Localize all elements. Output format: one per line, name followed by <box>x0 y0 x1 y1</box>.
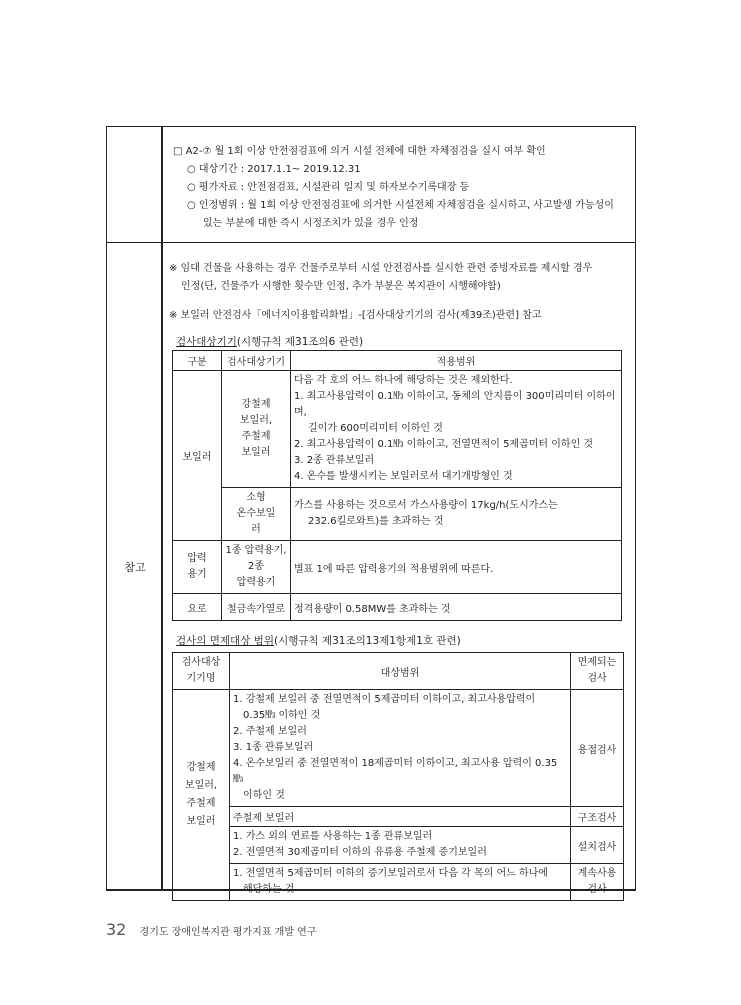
exemption-table <box>172 652 624 901</box>
category-line: 용기 <box>187 569 207 580</box>
scope-line: 232.6킬로와트)를 초과하는 것 <box>308 516 444 527</box>
criteria-item: ○ 인정범위 : 월 1회 이상 안전점검표에 의거한 시설전체 자체점검을 실시하고, 사고발생 가능성이 <box>187 200 614 211</box>
exempt-install: 설치검사 <box>571 827 624 864</box>
range-line: 1. 전열면적 5제곱미터 이하의 증기보일러로서 다음 각 목의 어느 하나에 <box>233 868 548 879</box>
criteria-item: ○ 평가자료 : 안전점검표, 시설관리 일지 및 하자보수기록대장 등 <box>187 182 470 193</box>
range-line: 3. 1종 관류보일러 <box>233 742 314 753</box>
col-header-exempt <box>571 653 624 690</box>
furnace-device: 철금속가열로 <box>222 594 291 621</box>
range-continued-use <box>230 864 571 901</box>
col-header-scope: 적용범위 <box>291 351 622 371</box>
scope-line: 2. 최고사용압력이 0.1㎫ 이하이고, 전열면적이 5제곱미터 이하인 것 <box>294 439 594 450</box>
scope-line: 가스를 사용하는 것으로서 가스사용량이 17kg/h(도시가스는 <box>294 500 558 511</box>
small-boiler-device <box>222 488 291 541</box>
criteria-block <box>173 143 627 233</box>
range-line: 해당하는 것 <box>243 884 295 895</box>
reference-label: 참고 <box>124 561 146 574</box>
furnace-category: 요로 <box>173 594 222 621</box>
range-install <box>230 827 571 864</box>
scope-line: 3. 2종 관류보일러 <box>294 455 375 466</box>
device-line: 온수보일 <box>236 508 276 519</box>
table1-caption-title: 검사대상기기 <box>176 336 237 348</box>
device-line: 러 <box>251 524 261 535</box>
device-line: 강철제 <box>241 399 271 410</box>
boiler-category: 보일러 <box>173 371 222 541</box>
device-line: 보일러, <box>239 415 273 426</box>
table2-caption <box>176 633 461 648</box>
col-header-range: 대상범위 <box>230 653 571 690</box>
criteria-item: ○ 대상기간 : 2017.1.1~ 2019.12.31 <box>187 164 361 175</box>
device-line: 주철제 <box>186 798 216 809</box>
device-line: 보일러 <box>186 816 216 827</box>
notes-block <box>169 260 625 325</box>
exempt-welding: 용접검사 <box>571 690 624 807</box>
range-line: 4. 온수보일러 중 전열면적이 18제곱미터 이하이고, 최고사용 압력이 0.35㎫ <box>233 758 558 785</box>
pressure-category <box>173 541 222 594</box>
range-line: 1. 강철제 보일러 중 전열면적이 5제곱미터 이하이고, 최고사용압력이 <box>233 694 536 705</box>
range-line: 1. 가스 외의 연료를 사용하는 1종 관류보일러 <box>233 831 433 842</box>
range-line: 이하인 것 <box>243 790 285 801</box>
range-welding <box>230 690 571 807</box>
note-1: ※ 임대 건물을 사용하는 경우 건물주로부터 시설 안전검사를 실시한 관련 증빙자료를 제시할 경우 <box>169 263 593 274</box>
device-line: 보일러 <box>241 447 271 458</box>
device-line: 보일러, <box>184 780 218 791</box>
device-line: 강철제 <box>186 762 216 773</box>
scope-line: 4. 온수를 발생시키는 보일러로서 대기개방형인 것 <box>294 471 513 482</box>
range-structure: 주철제 보일러 <box>230 807 571 827</box>
scope-line: 길이가 600미리미터 이하인 것 <box>308 423 443 434</box>
inspection-devices-table <box>172 350 622 621</box>
row-divider <box>107 242 635 243</box>
device-name-cell <box>173 690 230 901</box>
table2-caption-title: 검사의 면제대상 범위 <box>176 635 274 647</box>
header-line: 검사대상 <box>181 657 221 668</box>
col-header-device-name <box>173 653 230 690</box>
exempt-line: 검사 <box>587 884 607 895</box>
range-line: 0.35㎫ 이하인 것 <box>243 710 321 721</box>
category-line: 압력 <box>187 553 207 564</box>
scope-line: 1. 최고사용압력이 0.1㎫ 이하이고, 동체의 안지름이 300미리미터 이하이며, <box>294 391 616 418</box>
page-number: 32 <box>106 920 127 939</box>
col-header-device: 검사대상기기 <box>222 351 291 371</box>
table2-caption-ref: (시행규칙 제31조의13제1항제1호 관련) <box>273 635 461 647</box>
exempt-structure: 구조검사 <box>571 807 624 827</box>
note-2: ※ 보일러 안전검사「에너지이용합리화법」-[검사대상기기의 검사(제39조)관련] 참고 <box>169 310 542 321</box>
device-line: 소형 <box>246 492 266 503</box>
range-line: 2. 전열면적 30제곱미터 이하의 유류용 주철제 증기보일러 <box>233 847 487 858</box>
pressure-device <box>222 541 291 594</box>
scope-line: 다음 각 호의 어느 하나에 해당하는 것은 제외한다. <box>294 375 513 386</box>
table1-caption-ref: (시행규칙 제31조의6 관련) <box>236 336 364 348</box>
small-boiler-scope <box>291 488 622 541</box>
criteria-item-cont: 있는 부분에 대한 즉시 시정조치가 있을 경우 인정 <box>203 218 419 229</box>
device-line: 2종 <box>247 561 265 572</box>
device-line: 주철제 <box>241 431 271 442</box>
steel-boiler-scope <box>291 371 622 488</box>
header-line: 검사 <box>587 673 607 684</box>
steel-boiler-device <box>222 371 291 488</box>
footer-title: 경기도 장애인복지관 평가지표 개발 연구 <box>139 927 317 938</box>
col-header-category: 구분 <box>173 351 222 371</box>
exempt-line: 계속사용 <box>577 868 617 879</box>
device-line: 압력용기 <box>236 577 276 588</box>
header-line: 기기명 <box>186 673 216 684</box>
range-line: 2. 주철제 보일러 <box>233 726 307 737</box>
furnace-scope: 정격용량이 0.58MW를 초과하는 것 <box>291 594 622 621</box>
header-line: 면제되는 <box>577 657 617 668</box>
pressure-scope: 별표 1에 따른 압력용기의 적용범위에 따른다. <box>291 541 622 594</box>
exempt-continued-use <box>571 864 624 901</box>
page-footer <box>106 920 316 939</box>
device-line: 1종 압력용기, <box>225 545 287 556</box>
criteria-heading: □ A2-⑦ 월 1회 이상 안전점검표에 의거 시설 전체에 대한 자체점검을 실시 여부 확인 <box>173 146 546 157</box>
note-1-cont: 인정(단, 건물주가 시행한 횟수만 인정, 추가 부분은 복지관이 시행해야함) <box>181 281 501 292</box>
table1-caption <box>176 334 363 349</box>
